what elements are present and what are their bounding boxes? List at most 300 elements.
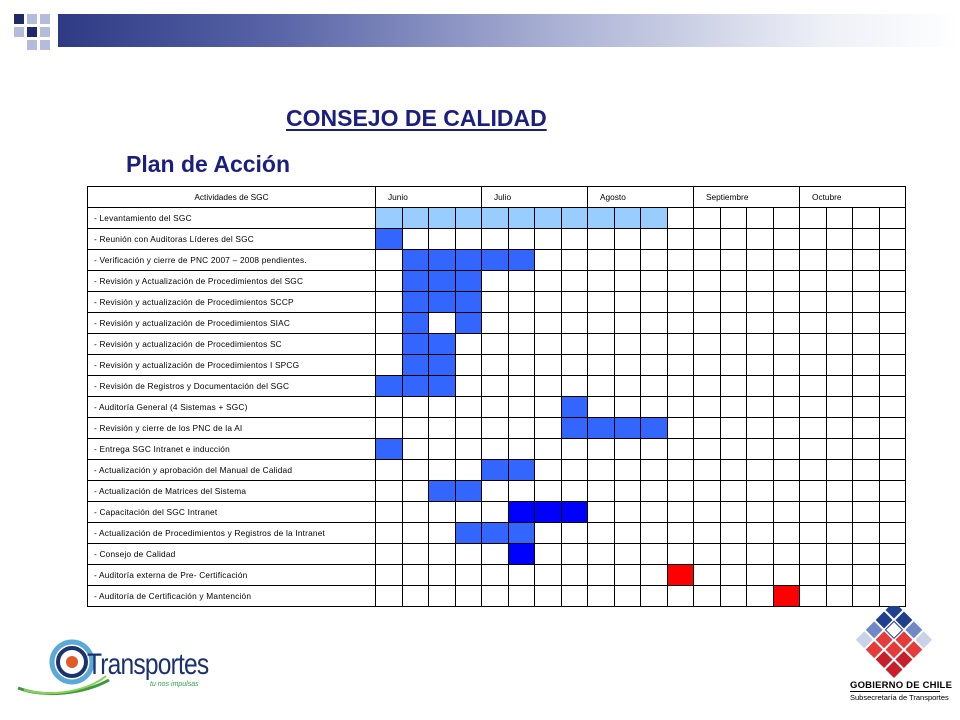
empty-week-cell xyxy=(800,565,827,586)
scheduled-week-cell xyxy=(429,376,456,397)
empty-week-cell xyxy=(508,334,535,355)
empty-week-cell xyxy=(667,292,694,313)
empty-week-cell xyxy=(641,271,668,292)
empty-week-cell xyxy=(535,313,562,334)
empty-week-cell xyxy=(588,565,615,586)
activity-label: - Auditoría de Certificación y Mantención xyxy=(88,586,376,607)
empty-week-cell xyxy=(535,250,562,271)
empty-week-cell xyxy=(535,418,562,439)
activity-label: - Auditoría externa de Pre- Certificación xyxy=(88,565,376,586)
empty-week-cell xyxy=(376,334,403,355)
empty-week-cell xyxy=(667,460,694,481)
empty-week-cell xyxy=(720,502,747,523)
empty-week-cell xyxy=(402,418,429,439)
empty-week-cell xyxy=(535,544,562,565)
empty-week-cell xyxy=(800,208,827,229)
empty-week-cell xyxy=(826,229,853,250)
empty-week-cell xyxy=(826,397,853,418)
empty-week-cell xyxy=(482,313,509,334)
scheduled-week-cell xyxy=(455,523,482,544)
month-header: Octubre xyxy=(800,187,906,208)
empty-week-cell xyxy=(720,439,747,460)
header-gradient-bar xyxy=(58,14,960,47)
empty-week-cell xyxy=(508,355,535,376)
empty-week-cell xyxy=(482,229,509,250)
empty-week-cell xyxy=(720,271,747,292)
empty-week-cell xyxy=(694,334,721,355)
empty-week-cell xyxy=(535,271,562,292)
empty-week-cell xyxy=(402,439,429,460)
scheduled-week-cell xyxy=(482,250,509,271)
empty-week-cell xyxy=(535,334,562,355)
empty-week-cell xyxy=(747,292,774,313)
empty-week-cell xyxy=(402,544,429,565)
empty-week-cell xyxy=(561,565,588,586)
empty-week-cell xyxy=(376,397,403,418)
month-header: Septiembre xyxy=(694,187,800,208)
empty-week-cell xyxy=(694,313,721,334)
empty-week-cell xyxy=(773,565,800,586)
empty-week-cell xyxy=(826,544,853,565)
empty-week-cell xyxy=(853,397,880,418)
activity-label: - Levantamiento del SGC xyxy=(88,208,376,229)
activity-label: - Actualización y aprobación del Manual de Calidad xyxy=(88,460,376,481)
empty-week-cell xyxy=(879,502,906,523)
empty-week-cell xyxy=(800,523,827,544)
empty-week-cell xyxy=(853,439,880,460)
empty-week-cell xyxy=(376,355,403,376)
empty-week-cell xyxy=(879,334,906,355)
empty-week-cell xyxy=(773,502,800,523)
empty-week-cell xyxy=(667,397,694,418)
empty-week-cell xyxy=(561,313,588,334)
empty-week-cell xyxy=(800,397,827,418)
scheduled-week-cell xyxy=(402,208,429,229)
empty-week-cell xyxy=(482,397,509,418)
empty-week-cell xyxy=(747,523,774,544)
empty-week-cell xyxy=(429,439,456,460)
empty-week-cell xyxy=(826,502,853,523)
table-row xyxy=(88,313,906,334)
empty-week-cell xyxy=(853,292,880,313)
empty-week-cell xyxy=(879,313,906,334)
scheduled-week-cell xyxy=(429,334,456,355)
empty-week-cell xyxy=(588,397,615,418)
empty-week-cell xyxy=(826,271,853,292)
table-row xyxy=(88,523,906,544)
empty-week-cell xyxy=(376,292,403,313)
empty-week-cell xyxy=(853,355,880,376)
empty-week-cell xyxy=(429,586,456,607)
scheduled-week-cell xyxy=(561,397,588,418)
empty-week-cell xyxy=(773,460,800,481)
empty-week-cell xyxy=(747,397,774,418)
scheduled-week-cell xyxy=(508,502,535,523)
empty-week-cell xyxy=(747,355,774,376)
empty-week-cell xyxy=(641,229,668,250)
empty-week-cell xyxy=(455,229,482,250)
empty-week-cell xyxy=(694,565,721,586)
empty-week-cell xyxy=(667,376,694,397)
empty-week-cell xyxy=(853,313,880,334)
empty-week-cell xyxy=(667,418,694,439)
empty-week-cell xyxy=(853,229,880,250)
table-row xyxy=(88,439,906,460)
scheduled-week-cell xyxy=(482,208,509,229)
empty-week-cell xyxy=(667,502,694,523)
empty-week-cell xyxy=(641,439,668,460)
transportes-wordmark: Transportes xyxy=(87,648,209,681)
corner-square-dark-1 xyxy=(14,14,24,24)
corner-square-light-3 xyxy=(40,27,50,37)
empty-week-cell xyxy=(879,586,906,607)
empty-week-cell xyxy=(879,565,906,586)
empty-week-cell xyxy=(853,460,880,481)
scheduled-week-cell xyxy=(508,523,535,544)
empty-week-cell xyxy=(667,586,694,607)
empty-week-cell xyxy=(535,355,562,376)
empty-week-cell xyxy=(800,334,827,355)
empty-week-cell xyxy=(588,229,615,250)
table-row xyxy=(88,397,906,418)
table-row xyxy=(88,418,906,439)
table-row xyxy=(88,208,906,229)
empty-week-cell xyxy=(800,439,827,460)
empty-week-cell xyxy=(747,313,774,334)
table-row xyxy=(88,250,906,271)
empty-week-cell xyxy=(588,523,615,544)
empty-week-cell xyxy=(853,586,880,607)
empty-week-cell xyxy=(694,439,721,460)
empty-week-cell xyxy=(614,334,641,355)
table-row xyxy=(88,292,906,313)
scheduled-week-cell xyxy=(402,292,429,313)
empty-week-cell xyxy=(879,208,906,229)
empty-week-cell xyxy=(614,376,641,397)
scheduled-week-cell xyxy=(561,418,588,439)
empty-week-cell xyxy=(641,334,668,355)
empty-week-cell xyxy=(667,439,694,460)
empty-week-cell xyxy=(614,481,641,502)
empty-week-cell xyxy=(482,376,509,397)
activities-header: Actividades de SGC xyxy=(88,187,376,208)
empty-week-cell xyxy=(641,586,668,607)
corner-square-light-4 xyxy=(27,40,37,50)
activity-label: - Actualización de Procedimientos y Registros de la Intranet xyxy=(88,523,376,544)
empty-week-cell xyxy=(588,355,615,376)
empty-week-cell xyxy=(853,523,880,544)
empty-week-cell xyxy=(561,586,588,607)
table-row xyxy=(88,271,906,292)
empty-week-cell xyxy=(376,502,403,523)
scheduled-week-cell xyxy=(402,376,429,397)
empty-week-cell xyxy=(641,355,668,376)
empty-week-cell xyxy=(614,502,641,523)
activity-label: - Auditoría General (4 Sistemas + SGC) xyxy=(88,397,376,418)
empty-week-cell xyxy=(720,544,747,565)
scheduled-week-cell xyxy=(455,208,482,229)
empty-week-cell xyxy=(588,439,615,460)
empty-week-cell xyxy=(800,229,827,250)
empty-week-cell xyxy=(641,397,668,418)
month-header: Julio xyxy=(482,187,588,208)
empty-week-cell xyxy=(853,565,880,586)
empty-week-cell xyxy=(826,250,853,271)
empty-week-cell xyxy=(561,439,588,460)
empty-week-cell xyxy=(853,376,880,397)
empty-week-cell xyxy=(588,376,615,397)
empty-week-cell xyxy=(535,481,562,502)
empty-week-cell xyxy=(641,502,668,523)
empty-week-cell xyxy=(720,376,747,397)
empty-week-cell xyxy=(508,271,535,292)
transportes-tagline: tu nos impulsas xyxy=(150,681,199,688)
empty-week-cell xyxy=(826,208,853,229)
empty-week-cell xyxy=(482,271,509,292)
gantt-table xyxy=(87,186,906,607)
empty-week-cell xyxy=(376,460,403,481)
empty-week-cell xyxy=(535,292,562,313)
empty-week-cell xyxy=(800,544,827,565)
empty-week-cell xyxy=(429,397,456,418)
empty-week-cell xyxy=(747,481,774,502)
empty-week-cell xyxy=(720,397,747,418)
empty-week-cell xyxy=(402,586,429,607)
empty-week-cell xyxy=(508,292,535,313)
empty-week-cell xyxy=(720,250,747,271)
empty-week-cell xyxy=(482,586,509,607)
empty-week-cell xyxy=(720,523,747,544)
activity-label: - Reunión con Auditoras Líderes del SGC xyxy=(88,229,376,250)
empty-week-cell xyxy=(826,355,853,376)
scheduled-week-cell xyxy=(588,418,615,439)
scheduled-week-cell xyxy=(773,586,800,607)
scheduled-week-cell xyxy=(535,208,562,229)
empty-week-cell xyxy=(747,418,774,439)
empty-week-cell xyxy=(376,565,403,586)
empty-week-cell xyxy=(773,439,800,460)
empty-week-cell xyxy=(455,565,482,586)
empty-week-cell xyxy=(376,271,403,292)
gantt-header-row xyxy=(88,187,906,208)
scheduled-week-cell xyxy=(508,544,535,565)
empty-week-cell xyxy=(773,397,800,418)
empty-week-cell xyxy=(879,229,906,250)
empty-week-cell xyxy=(535,586,562,607)
scheduled-week-cell xyxy=(455,313,482,334)
empty-week-cell xyxy=(747,565,774,586)
empty-week-cell xyxy=(773,376,800,397)
gobierno-divider xyxy=(850,691,940,692)
empty-week-cell xyxy=(482,544,509,565)
empty-week-cell xyxy=(614,460,641,481)
scheduled-week-cell xyxy=(667,565,694,586)
empty-week-cell xyxy=(747,376,774,397)
empty-week-cell xyxy=(720,313,747,334)
empty-week-cell xyxy=(508,586,535,607)
scheduled-week-cell xyxy=(429,271,456,292)
scheduled-week-cell xyxy=(641,208,668,229)
empty-week-cell xyxy=(826,460,853,481)
empty-week-cell xyxy=(455,334,482,355)
empty-week-cell xyxy=(694,271,721,292)
empty-week-cell xyxy=(853,502,880,523)
empty-week-cell xyxy=(694,208,721,229)
empty-week-cell xyxy=(376,481,403,502)
empty-week-cell xyxy=(588,586,615,607)
empty-week-cell xyxy=(455,397,482,418)
empty-week-cell xyxy=(376,586,403,607)
empty-week-cell xyxy=(747,250,774,271)
empty-week-cell xyxy=(720,460,747,481)
scheduled-week-cell xyxy=(588,208,615,229)
empty-week-cell xyxy=(879,271,906,292)
table-row xyxy=(88,544,906,565)
empty-week-cell xyxy=(455,502,482,523)
corner-square-light-1 xyxy=(27,14,37,24)
empty-week-cell xyxy=(879,355,906,376)
empty-week-cell xyxy=(561,376,588,397)
empty-week-cell xyxy=(455,544,482,565)
empty-week-cell xyxy=(773,229,800,250)
empty-week-cell xyxy=(800,292,827,313)
activity-label: - Consejo de Calidad xyxy=(88,544,376,565)
empty-week-cell xyxy=(694,292,721,313)
table-row xyxy=(88,565,906,586)
empty-week-cell xyxy=(800,418,827,439)
empty-week-cell xyxy=(773,544,800,565)
corner-square-light-5 xyxy=(40,40,50,50)
empty-week-cell xyxy=(879,523,906,544)
slide-title: CONSEJO DE CALIDAD xyxy=(286,105,547,131)
scheduled-week-cell xyxy=(429,250,456,271)
empty-week-cell xyxy=(588,334,615,355)
empty-week-cell xyxy=(853,271,880,292)
empty-week-cell xyxy=(879,397,906,418)
empty-week-cell xyxy=(667,250,694,271)
empty-week-cell xyxy=(614,439,641,460)
empty-week-cell xyxy=(402,502,429,523)
empty-week-cell xyxy=(482,418,509,439)
empty-week-cell xyxy=(853,481,880,502)
empty-week-cell xyxy=(376,313,403,334)
empty-week-cell xyxy=(773,313,800,334)
scheduled-week-cell xyxy=(429,355,456,376)
table-row xyxy=(88,376,906,397)
empty-week-cell xyxy=(402,460,429,481)
scheduled-week-cell xyxy=(376,229,403,250)
empty-week-cell xyxy=(429,565,456,586)
empty-week-cell xyxy=(747,586,774,607)
empty-week-cell xyxy=(879,460,906,481)
empty-week-cell xyxy=(614,271,641,292)
activity-label: - Capacitación del SGC Intranet xyxy=(88,502,376,523)
empty-week-cell xyxy=(482,439,509,460)
empty-week-cell xyxy=(667,334,694,355)
empty-week-cell xyxy=(535,565,562,586)
empty-week-cell xyxy=(614,397,641,418)
empty-week-cell xyxy=(402,397,429,418)
empty-week-cell xyxy=(455,355,482,376)
table-row xyxy=(88,334,906,355)
empty-week-cell xyxy=(482,565,509,586)
empty-week-cell xyxy=(402,481,429,502)
scheduled-week-cell xyxy=(614,208,641,229)
scheduled-week-cell xyxy=(429,481,456,502)
empty-week-cell xyxy=(508,565,535,586)
empty-week-cell xyxy=(429,544,456,565)
empty-week-cell xyxy=(773,355,800,376)
empty-week-cell xyxy=(508,313,535,334)
empty-week-cell xyxy=(694,523,721,544)
empty-week-cell xyxy=(720,208,747,229)
empty-week-cell xyxy=(614,586,641,607)
empty-week-cell xyxy=(773,481,800,502)
empty-week-cell xyxy=(561,481,588,502)
scheduled-week-cell xyxy=(429,292,456,313)
table-row xyxy=(88,229,906,250)
scheduled-week-cell xyxy=(561,502,588,523)
scheduled-week-cell xyxy=(402,313,429,334)
empty-week-cell xyxy=(826,313,853,334)
empty-week-cell xyxy=(879,544,906,565)
empty-week-cell xyxy=(879,481,906,502)
scheduled-week-cell xyxy=(508,250,535,271)
month-header: Agosto xyxy=(588,187,694,208)
activity-label: - Revisión y Actualización de Procedimientos del SGC xyxy=(88,271,376,292)
empty-week-cell xyxy=(667,313,694,334)
corner-square-light-2 xyxy=(14,27,24,37)
empty-week-cell xyxy=(455,439,482,460)
empty-week-cell xyxy=(588,460,615,481)
empty-week-cell xyxy=(747,502,774,523)
empty-week-cell xyxy=(588,271,615,292)
empty-week-cell xyxy=(588,481,615,502)
empty-week-cell xyxy=(614,313,641,334)
scheduled-week-cell xyxy=(535,502,562,523)
table-row xyxy=(88,481,906,502)
activity-label: - Revisión de Registros y Documentación del SGC xyxy=(88,376,376,397)
month-header: Junio xyxy=(376,187,482,208)
empty-week-cell xyxy=(720,481,747,502)
empty-week-cell xyxy=(508,418,535,439)
empty-week-cell xyxy=(535,376,562,397)
empty-week-cell xyxy=(641,376,668,397)
empty-week-cell xyxy=(455,586,482,607)
empty-week-cell xyxy=(720,334,747,355)
scheduled-week-cell xyxy=(508,460,535,481)
empty-week-cell xyxy=(641,292,668,313)
empty-week-cell xyxy=(800,250,827,271)
empty-week-cell xyxy=(429,460,456,481)
empty-week-cell xyxy=(561,544,588,565)
scheduled-week-cell xyxy=(455,271,482,292)
scheduled-week-cell xyxy=(429,208,456,229)
empty-week-cell xyxy=(429,418,456,439)
corner-square-dark-2 xyxy=(27,27,37,37)
subsecretaria-label: Subsecretaría de Transportes xyxy=(850,693,949,702)
empty-week-cell xyxy=(535,439,562,460)
table-row xyxy=(88,502,906,523)
empty-week-cell xyxy=(773,271,800,292)
empty-week-cell xyxy=(800,481,827,502)
empty-week-cell xyxy=(694,229,721,250)
empty-week-cell xyxy=(561,250,588,271)
empty-week-cell xyxy=(720,565,747,586)
empty-week-cell xyxy=(773,334,800,355)
activity-label: - Revisión y actualización de Procedimientos SC xyxy=(88,334,376,355)
empty-week-cell xyxy=(588,502,615,523)
